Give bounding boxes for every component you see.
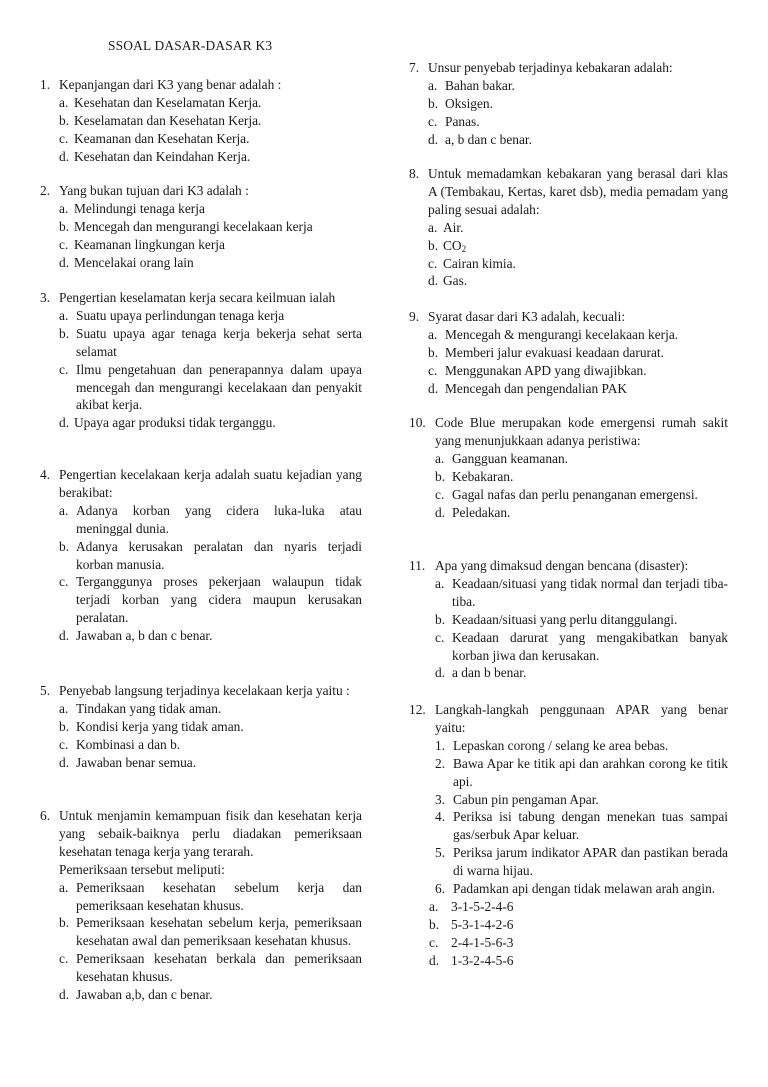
question-number: 3.: [40, 290, 51, 305]
option-b: b. Adanya kerusakan peralatan dan nyaris terjadi korban manusia.: [59, 538, 362, 572]
option-d: d. Kesehatan dan Keindahan Kerja.: [59, 148, 251, 164]
option-c: c. 2-4-1-5-6-3: [429, 934, 514, 950]
page-title: SSOAL DASAR-DASAR K3: [108, 38, 273, 53]
step-item: 2. Bawa Apar ke titik api dan arahkan corong ke titik api.: [435, 755, 728, 789]
question-2: [40, 182, 362, 272]
option-a: a. Mencegah & mengurangi kecelakaan kerja.: [428, 326, 679, 342]
question-6: [40, 807, 362, 1004]
question-number: 12.: [409, 702, 426, 717]
question-number: 6.: [40, 808, 51, 823]
question-number: 5.: [40, 683, 51, 698]
option-d: d. a dan b benar.: [435, 665, 527, 681]
option-d: d. Mencelakai orang lain: [59, 254, 194, 270]
option-b: b. Oksigen.: [428, 95, 493, 111]
question-stem: Code Blue merupakan kode emergensi rumah sakit yang menunjukkaan adanya peristiwa:: [435, 415, 728, 448]
option-a: a. Keadaan/situasi yang tidak normal dan terjadi tiba-tiba.: [435, 575, 728, 609]
option-c: c. Keamanan dan Kesehatan Kerja.: [59, 130, 250, 146]
question-8: [409, 165, 728, 290]
option-a: a. Kesehatan dan Keselamatan Kerja.: [59, 94, 262, 110]
option-c: c. Gagal nafas dan perlu penanganan emergensi.: [435, 486, 698, 502]
option-b: b. 5-3-1-4-2-6: [429, 916, 514, 932]
question-10: [409, 414, 728, 521]
option-b: b. Mencegah dan mengurangi kecelakaan kerja: [59, 218, 313, 234]
option-a: a. Pemeriksaan kesehatan sebelum kerja dan pemeriksaan kesehatan khusus.: [59, 879, 362, 913]
option-a: a. Tindakan yang tidak aman.: [59, 700, 222, 716]
option-c: c. Terganggunya proses pekerjaan walaupun tidak terjadi korban yang cidera maupun kerusakan peralatan.: [59, 574, 362, 626]
question-stem: Apa yang dimaksud dengan bencana (disaster):: [435, 558, 689, 573]
option-d: d. Jawaban a, b dan c benar.: [59, 628, 213, 644]
question-number: 7.: [409, 60, 420, 75]
question-stem: Yang bukan tujuan dari K3 adalah :: [59, 183, 249, 198]
question-stem: Pengertian keselamatan kerja secara keilmuan ialah: [59, 290, 336, 305]
question-number: 4.: [40, 467, 51, 482]
question-stem: Syarat dasar dari K3 adalah, kecuali:: [428, 309, 626, 324]
option-b: b. Memberi jalur evakuasi keadaan darurat.: [428, 344, 664, 360]
question-5: [40, 682, 362, 772]
question-number: 11.: [409, 558, 426, 573]
step-item: 5. Periksa jarum indikator APAR dan pastikan berada di warna hijau.: [435, 845, 728, 879]
option-b: b. Keselamatan dan Kesehatan Kerja.: [59, 112, 262, 128]
subscript: 2: [461, 243, 467, 254]
option-c: c. Keamanan lingkungan kerja: [59, 236, 225, 252]
question-1: [40, 76, 362, 166]
option-d: d. Upaya agar produksi tidak terganggu.: [59, 415, 276, 431]
question-number: 10.: [409, 415, 426, 430]
option-c: c. Ilmu pengetahuan dan penerapannya dalam upaya mencegah dan mengurangi kecelakaan dan penyakit akibat kerja.: [59, 361, 362, 413]
option-c: c. Menggunakan APD yang diwajibkan.: [428, 362, 647, 378]
question-subprompt: Pemeriksaan tersebut meliputi:: [59, 861, 225, 877]
option-a: a. Melindungi tenaga kerja: [59, 200, 205, 216]
option-d: d. 1-3-2-4-5-6: [429, 952, 514, 968]
option-b: b. Keadaan/situasi yang perlu ditanggulangi.: [435, 611, 678, 627]
question-stem: Kepanjangan dari K3 yang benar adalah :: [59, 77, 282, 92]
step-item: 6. Padamkan api dengan tidak melawan arah angin.: [435, 881, 716, 897]
option-b: b. Kebakaran.: [435, 468, 514, 484]
option-c: c. Pemeriksaan kesehatan berkala dan pemeriksaan kesehatan khusus.: [59, 951, 362, 985]
step-item: 4. Periksa isi tabung dengan menekan tuas sampai gas/serbuk Apar keluar.: [435, 809, 728, 843]
option-a: a. Gangguan keamanan.: [435, 450, 569, 466]
option-b: b. Kondisi kerja yang tidak aman.: [59, 718, 244, 734]
option-c: c. Panas.: [428, 113, 480, 129]
question-stem: Untuk memadamkan kebakaran yang berasal dari klas A (Tembakau, Kertas, karet dsb), media pemadam yang paling sesuai adalah:: [428, 166, 728, 217]
step-item: 1. Lepaskan corong / selang ke area bebas.: [435, 737, 669, 753]
question-stem: Pengertian kecelakaan kerja adalah suatu kejadian yang berakibat:: [59, 467, 362, 500]
option-a: a. Adanya korban yang cidera luka-luka atau meninggal dunia.: [59, 502, 362, 536]
option-d: d. Jawaban benar semua.: [59, 754, 197, 770]
question-4: [40, 466, 362, 645]
question-number: 8.: [409, 166, 420, 181]
question-stem: Penyebab langsung terjadinya kecelakaan kerja yaitu :: [59, 683, 350, 698]
option-d: d. Peledakan.: [435, 504, 511, 520]
question-number: 1.: [40, 77, 51, 92]
question-stem: Untuk menjamin kemampuan fisik dan kesehatan kerja yang sebaik-baiknya perlu diadakan pemeriksaan kesehatan tenaga kerja yang terarah.: [59, 808, 362, 859]
option-a: a. Air.: [428, 219, 464, 235]
option-d: d. Jawaban a,b, dan c benar.: [59, 987, 213, 1003]
option-c: c. Kombinasi a dan b.: [59, 736, 181, 752]
option-d: d. a, b dan c benar.: [428, 131, 532, 147]
option-d: d. Gas.: [428, 273, 468, 289]
option-a: a. Suatu upaya perlindungan tenaga kerja: [59, 307, 285, 323]
question-7: [409, 59, 728, 149]
step-item: 3. Cabun pin pengaman Apar.: [435, 791, 599, 807]
option-c: c. Keadaan darurat yang mengakibatkan banyak korban jiwa dan kerusakan.: [435, 629, 728, 663]
option-b: b. $CO_2$: [428, 237, 467, 254]
option-c: c. Cairan kimia.: [428, 255, 516, 271]
option-a: a. 3-1-5-2-4-6: [429, 898, 514, 914]
question-12: [409, 701, 728, 970]
option-b: b. Pemeriksaan kesehatan sebelum kerja, pemeriksaan kesehatan awal dan pemeriksaan kesehatan khusus.: [59, 915, 362, 949]
question-stem: Langkah-langkah penggunaan APAR yang benar yaitu:: [435, 702, 728, 735]
question-11: [409, 557, 728, 682]
option-a: a. Bahan bakar.: [428, 77, 515, 93]
question-9: [409, 308, 728, 398]
option-b: b. Suatu upaya agar tenaga kerja bekerja sehat serta selamat: [59, 325, 362, 359]
question-stem: Unsur penyebab terjadinya kebakaran adalah:: [428, 60, 673, 75]
question-3: [40, 289, 362, 432]
option-d: d. Mencegah dan pengendalian PAK: [428, 380, 628, 396]
question-number: 2.: [40, 183, 51, 198]
question-number: 9.: [409, 309, 420, 324]
